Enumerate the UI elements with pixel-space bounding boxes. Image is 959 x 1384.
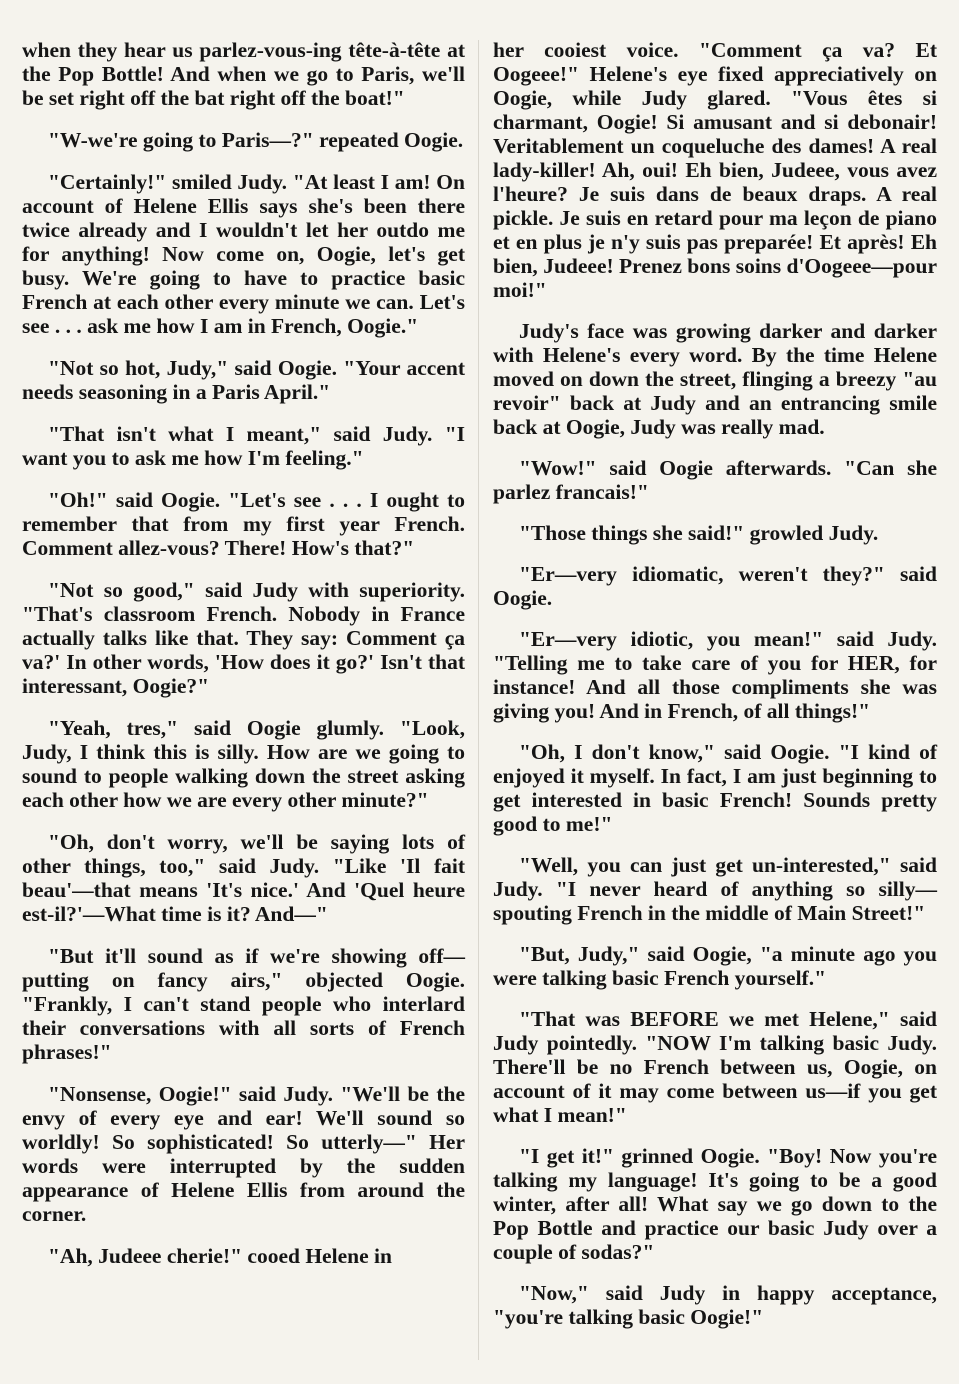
paragraph: "Nonsense, Oogie!" said Judy. "We'll be the envy of every eye and ear! We'll sound so worldly! So sophisticated! So utterly—" Her words were interrupted by the sudden appearance of Helene Ellis from around the corner. [22, 1082, 465, 1226]
paragraph: "Yeah, tres," said Oogie glumly. "Look, Judy, I think this is silly. How are we going to sound to people walking down the street asking each other how we are every other minute?" [22, 716, 465, 812]
paragraph: "Ah, Judeee cherie!" cooed Helene in [48, 1244, 392, 1268]
paragraph: "Er—very idiotic, you mean!" said Judy. "Telling me to take care of you for HER, for instance! And all those compliments she was giving you! And in French, of all things!" [493, 627, 937, 723]
paragraph: "That isn't what I meant," said Judy. "I want you to ask me how I'm feeling." [22, 422, 465, 470]
right-text-column [493, 38, 937, 1346]
paragraph: "Those things she said!" growled Judy. [519, 521, 879, 545]
paragraph: "That was BEFORE we met Helene," said Judy pointedly. "NOW I'm talking basic Judy. There'll be no French between us, Oogie, on account of it may come between us—if you get what I mean!" [493, 1007, 937, 1127]
paragraph: "Well, you can just get un-interested," said Judy. "I never heard of anything so silly—spouting French in the middle of Main Street!" [493, 853, 937, 925]
paragraph: "Certainly!" smiled Judy. "At least I am! On account of Helene Ellis says she's been there twice already and I wouldn't let her outdo me for anything! Now come on, Oogie, let's get busy. We're going to have to practice basic French at each other every minute we can. Let's see . . . ask me how I am in French, Oogie." [22, 170, 465, 338]
paragraph: Judy's face was growing darker and darker with Helene's every word. By the time Helene moved on down the street, flinging a breezy "au revoir" back at Judy and an entrancing smile back at Oogie, Judy was really mad. [493, 319, 937, 439]
left-text-column [22, 38, 465, 1286]
paragraph: "Oh!" said Oogie. "Let's see . . . I ought to remember that from my first year French. Comment allez-vous? There! How's that?" [22, 488, 465, 560]
paragraph: "But it'll sound as if we're showing off—putting on fancy airs," objected Oogie. "Frankly, I can't stand people who interlard their conversations with all sorts of French phrases!" [22, 944, 465, 1064]
paragraph: "Oh, I don't know," said Oogie. "I kind of enjoyed it myself. In fact, I am just beginning to get interested in basic French! Sounds pretty good to me!" [493, 740, 937, 836]
paragraph: "Wow!" said Oogie afterwards. "Can she parlez francais!" [493, 456, 937, 504]
paragraph: her cooiest voice. "Comment ça va? Et Oogeee!" Helene's eye fixed appreciatively on Oogie, while Judy glared. "Vous êtes si charmant, Oogie! Si amusant and si debonair! Veritablement un coqueluche des dames! A real lady-killer! Ah, oui! Eh bien, Judeee, vous avez l'heure? Je suis dans de beaux draps. A real pickle. Je suis en retard pour ma leçon de piano et en plus je n'y suis pas preparée! Et après! Eh bien, Judeee! Prenez bons soins d'Oogeee—pour moi!" [493, 38, 937, 302]
column-gutter [478, 40, 479, 1360]
paragraph: "W-we're going to Paris—?" repeated Oogie. [48, 128, 464, 152]
paragraph: "Not so good," said Judy with superiority. "That's classroom French. Nobody in France actually talks like that. They say: Comment ça va?' In other words, 'How does it go?' Isn't that interessant, Oogie?" [22, 578, 465, 698]
paragraph: "Er—very idiomatic, weren't they?" said Oogie. [493, 562, 937, 610]
paragraph: "Now," said Judy in happy acceptance, "you're talking basic Oogie!" [493, 1281, 937, 1329]
paragraph: "I get it!" grinned Oogie. "Boy! Now you're talking my language! It's going to be a good winter, after all! What say we go down to the Pop Bottle and practice our basic Judy over a couple of sodas?" [493, 1144, 937, 1264]
paragraph: "Oh, don't worry, we'll be saying lots of other things, too," said Judy. "Like 'Il fait beau'—that means 'It's nice.' And 'Quel heure est-il?'—What time is it? And—" [22, 830, 465, 926]
paragraph: "Not so hot, Judy," said Oogie. "Your accent needs seasoning in a Paris April." [22, 356, 465, 404]
paragraph: when they hear us parlez-vous-ing tête-à-tête at the Pop Bottle! And when we go to Paris, we'll be set right off the bat right off the boat!" [22, 38, 465, 110]
paragraph: "But, Judy," said Oogie, "a minute ago you were talking basic French yourself." [493, 942, 937, 990]
